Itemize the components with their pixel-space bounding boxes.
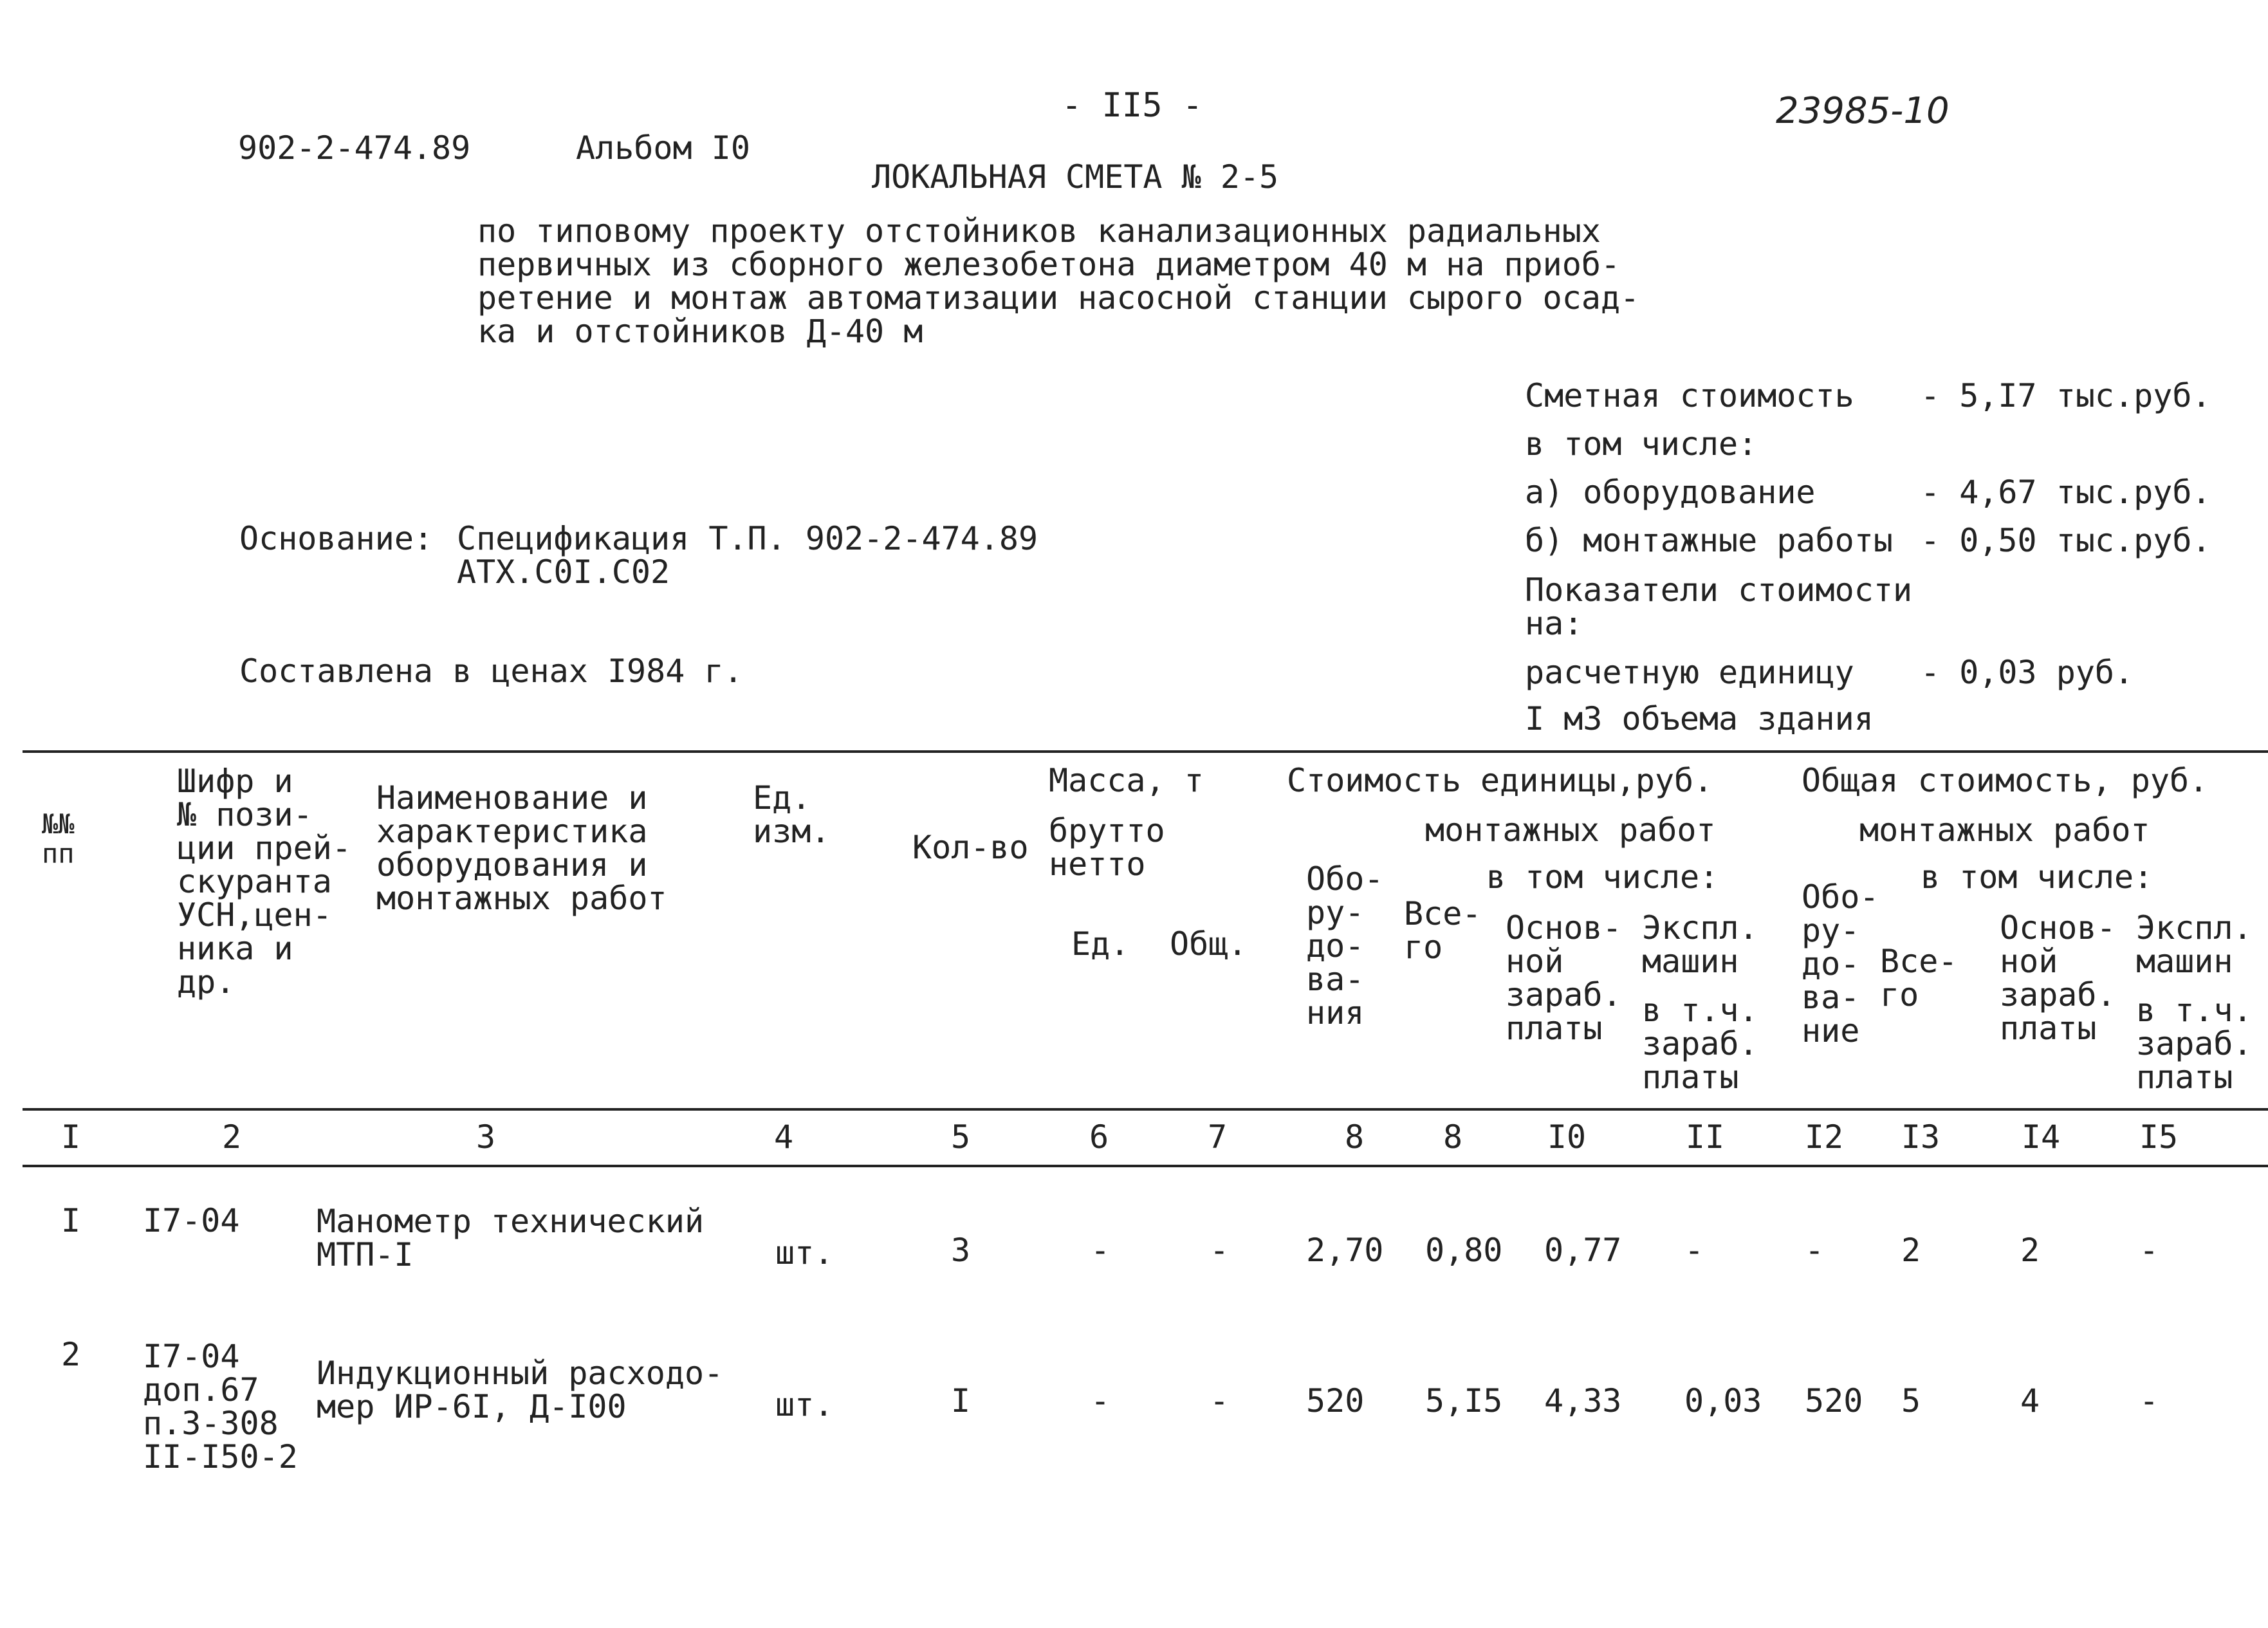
row-2-wages: 4,33 bbox=[1544, 1382, 1622, 1420]
column-number: 4 bbox=[773, 1118, 794, 1156]
page-number: - II5 - bbox=[1062, 86, 1203, 125]
column-number: 8 bbox=[1344, 1118, 1365, 1156]
row-2-code: I7-04 доп.67 п.3-308 II-I50-2 bbox=[143, 1338, 298, 1475]
column-number: 6 bbox=[1089, 1118, 1109, 1156]
row-2-number: 2 bbox=[61, 1336, 81, 1373]
row-1-mont-total: 0,80 bbox=[1425, 1232, 1503, 1269]
column-number: I0 bbox=[1547, 1118, 1587, 1156]
total-incl-header: в том числе: bbox=[1921, 858, 2153, 896]
including-label: в том числе: bbox=[1525, 425, 1758, 463]
row-1-machines: - bbox=[1684, 1232, 1704, 1269]
column-number: I5 bbox=[2139, 1118, 2179, 1156]
row-2-name: Индукционный расходо- мер ИР-6I, Д-I00 bbox=[317, 1355, 724, 1425]
total-machines-wages-header: в т.ч. зараб. платы bbox=[2136, 992, 2253, 1096]
unit-total-header: Все- го bbox=[1404, 895, 1482, 966]
row-2-mass-total: - bbox=[1210, 1382, 1230, 1420]
description-line-1: по типовому проекту отстойников канализационных радиальных bbox=[477, 212, 1601, 250]
archive-stamp: 23985-10 bbox=[1776, 90, 1950, 132]
col-header-name: Наименование и характеристика оборудования и монтажных работ bbox=[376, 779, 667, 917]
column-number: 7 bbox=[1207, 1118, 1228, 1156]
description-line-2: первичных из сборного железобетона диаметром 40 м на приоб- bbox=[477, 246, 1621, 283]
unit-mont-header: монтажных работ bbox=[1425, 811, 1716, 849]
row-1-mass-unit: - bbox=[1091, 1232, 1111, 1269]
album-label: Альбом I0 bbox=[576, 129, 750, 167]
row-2-machines: 0,03 bbox=[1684, 1382, 1762, 1420]
column-number: 8 bbox=[1443, 1118, 1463, 1156]
row-1-equipment-unit-cost: 2,70 bbox=[1306, 1232, 1384, 1269]
basis-specification: Спецификация Т.П. 902-2-474.89 bbox=[457, 520, 1038, 557]
unit-wages-header: Основ- ной зараб. платы bbox=[1506, 909, 1622, 1047]
unit-machines-header: Экспл. машин bbox=[1642, 909, 1758, 980]
col-header-code: Шифр и № пози- ции прей- скуранта УСН,цен- ника и др. bbox=[177, 763, 351, 1001]
volume-label: I м3 объема здания bbox=[1525, 700, 1874, 737]
works-cost-label: б) монтажные работы bbox=[1525, 522, 1893, 559]
unit-cost-label: расчетную единицу bbox=[1525, 654, 1854, 691]
total-equipment-header: Обо- ру- до- ва- ние bbox=[1802, 878, 1879, 1050]
row-1-name: Манометр технический МТП-I bbox=[317, 1203, 705, 1273]
row-1-wages: 0,77 bbox=[1544, 1232, 1622, 1269]
unit-machines-wages-header: в т.ч. зараб. платы bbox=[1642, 992, 1758, 1096]
row-1-equipment-total: - bbox=[1805, 1232, 1825, 1269]
estimated-cost-label: Сметная стоимость bbox=[1525, 377, 1854, 414]
row-1-number: I bbox=[61, 1202, 81, 1239]
equipment-cost-label: а) оборудование bbox=[1525, 474, 1816, 511]
row-2-quantity: I bbox=[951, 1382, 971, 1420]
prices-year: Составлена в ценах I984 г. bbox=[239, 652, 743, 690]
column-number: 2 bbox=[221, 1118, 242, 1156]
row-1-code: I7-04 bbox=[143, 1202, 240, 1239]
row-2-mont-total: 5,I5 bbox=[1425, 1382, 1503, 1420]
column-number: I bbox=[60, 1118, 81, 1156]
document-code: 902-2-474.89 bbox=[238, 129, 471, 167]
estimated-cost-value: - 5,I7 тыс.руб. bbox=[1921, 377, 2211, 414]
basis-drawing-codes: АТХ.С0I.С02 bbox=[457, 553, 670, 591]
unit-cost-value: - 0,03 руб. bbox=[1921, 654, 2134, 691]
row-2-equipment-total: 520 bbox=[1805, 1382, 1863, 1420]
page-title: ЛОКАЛЬНАЯ СМЕТА № 2-5 bbox=[872, 158, 1279, 196]
table-top-rule bbox=[23, 750, 2268, 753]
unit-cost-header: Стоимость единицы,руб. bbox=[1287, 762, 1713, 799]
description-line-3: ретение и монтаж автоматизации насосной станции сырого осад- bbox=[477, 279, 1640, 317]
unit-equipment-header: Обо- ру- до- ва- ния bbox=[1306, 860, 1384, 1031]
unit-incl-header: в том числе: bbox=[1486, 858, 1719, 896]
row-1-mass-total: - bbox=[1210, 1232, 1230, 1269]
row-1-unit: шт. bbox=[775, 1234, 834, 1272]
row-1-total-machines: - bbox=[2139, 1232, 2159, 1269]
header-bottom-rule bbox=[23, 1108, 2268, 1111]
mass-header: Масса, т bbox=[1049, 762, 1204, 799]
row-2-total-wages: 4 bbox=[2020, 1382, 2040, 1420]
row-1-total-mont: 2 bbox=[1901, 1232, 1921, 1269]
row-2-unit: шт. bbox=[775, 1386, 834, 1423]
total-wages-header: Основ- ной зараб. платы bbox=[2000, 909, 2116, 1047]
total-mont-header: монтажных работ bbox=[1859, 811, 2150, 849]
column-number: I3 bbox=[1901, 1118, 1941, 1156]
row-2-total-machines: - bbox=[2139, 1382, 2159, 1420]
row-2-equipment-unit-cost: 520 bbox=[1306, 1382, 1365, 1420]
description-line-4: ка и отстойников Д-40 м bbox=[477, 313, 923, 350]
col-header-number: №№ пп bbox=[42, 808, 75, 869]
basis-label: Основание: bbox=[239, 520, 434, 557]
total-cost-header: Общая стоимость, руб. bbox=[1802, 762, 2209, 799]
column-number: 5 bbox=[950, 1118, 971, 1156]
works-cost-value: - 0,50 тыс.руб. bbox=[1921, 522, 2211, 559]
col-header-quantity: Кол-во bbox=[912, 829, 1029, 866]
equipment-cost-value: - 4,67 тыс.руб. bbox=[1921, 474, 2211, 511]
total-machines-header: Экспл. машин bbox=[2136, 909, 2253, 980]
indicators-label: Показатели стоимости bbox=[1525, 571, 1913, 609]
column-number: II bbox=[1685, 1118, 1725, 1156]
column-number: I4 bbox=[2021, 1118, 2061, 1156]
mass-total-header: Общ. bbox=[1170, 925, 1248, 963]
column-number: I2 bbox=[1804, 1118, 1844, 1156]
row-1-quantity: 3 bbox=[951, 1232, 971, 1269]
total-total-header: Все- го bbox=[1880, 943, 1958, 1013]
column-numbers-rule bbox=[23, 1165, 2268, 1167]
row-1-total-wages: 2 bbox=[2020, 1232, 2040, 1269]
mass-unit-header: Ед. bbox=[1071, 925, 1130, 963]
column-number: 3 bbox=[475, 1118, 496, 1156]
row-2-total-mont: 5 bbox=[1901, 1382, 1921, 1420]
indicators-label-2: на: bbox=[1525, 605, 1583, 642]
row-2-mass-unit: - bbox=[1091, 1382, 1111, 1420]
mass-sub-header: брутто нетто bbox=[1049, 812, 1165, 883]
col-header-unit: Ед. изм. bbox=[753, 779, 831, 850]
